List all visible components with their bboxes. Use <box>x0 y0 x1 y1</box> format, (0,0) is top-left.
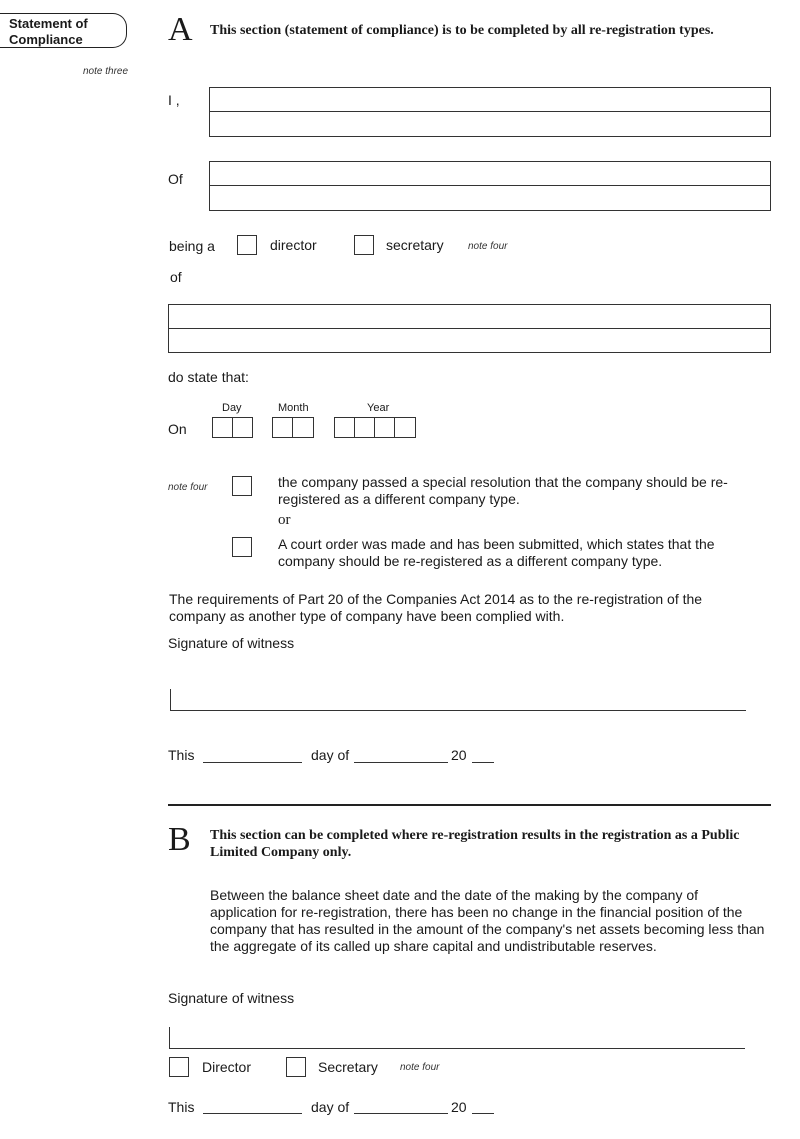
secretary-checkbox-b[interactable] <box>286 1057 306 1077</box>
court-order-text: A court order was made and has been submitted, which states that the company should be re-registered as a different company type. <box>278 536 715 569</box>
special-resolution-checkbox[interactable] <box>232 476 252 496</box>
month-label: Month <box>278 402 309 414</box>
company-field-line-2[interactable] <box>169 329 770 353</box>
name-field[interactable] <box>209 87 771 137</box>
director-checkbox-b[interactable] <box>169 1057 189 1077</box>
year-digit-3[interactable] <box>375 418 395 437</box>
year-label: Year <box>367 402 390 414</box>
i-label: I , <box>168 92 180 108</box>
this-label-b: This <box>168 1099 195 1115</box>
company-field[interactable] <box>168 304 771 353</box>
special-resolution-text: the company passed a special resolution that the company should be re-registered as a different company type. <box>278 474 728 507</box>
signature-witness-line-b[interactable] <box>169 1027 745 1049</box>
year-digit-4[interactable] <box>395 418 415 437</box>
day-of-blank-b[interactable] <box>354 1113 448 1114</box>
secretary-label-b: Secretary <box>318 1059 378 1075</box>
address-field-line-2[interactable] <box>210 186 770 210</box>
note-four-options: note four <box>168 482 208 493</box>
director-checkbox[interactable] <box>237 235 257 255</box>
this-blank-a[interactable] <box>203 762 302 763</box>
section-divider <box>168 804 771 806</box>
signature-witness-label-b: Signature of witness <box>168 990 295 1006</box>
day-label: Day <box>222 402 242 414</box>
month-digit-2[interactable] <box>293 418 313 437</box>
address-field[interactable] <box>209 161 771 211</box>
section-a-letter: A <box>168 11 193 48</box>
year-input[interactable] <box>334 417 416 438</box>
month-input[interactable] <box>272 417 314 438</box>
year-blank-a[interactable] <box>472 762 494 763</box>
section-b-title: This section can be completed where re-registration results in the registration as a Public Limited Company only. <box>210 828 740 860</box>
do-state-label: do state that: <box>168 369 249 385</box>
section-tab: Statement of Compliance <box>0 13 127 48</box>
director-label-b: Director <box>202 1059 252 1075</box>
day-of-label-b: day of <box>311 1099 350 1115</box>
director-label: director <box>270 237 317 253</box>
note-four: note four <box>468 241 508 252</box>
day-input[interactable] <box>212 417 253 438</box>
note-four-b: note four <box>400 1062 440 1073</box>
note-three: note three <box>83 66 129 77</box>
of-label: Of <box>168 171 183 187</box>
this-label-a: This <box>168 747 195 763</box>
section-b-letter: B <box>168 821 191 858</box>
day-of-blank-a[interactable] <box>354 762 448 763</box>
secretary-checkbox[interactable] <box>354 235 374 255</box>
requirements-text: The requirements of Part 20 of the Companies Act 2014 as to the re-registration of the company as another type of company have been complied with. <box>169 591 703 624</box>
section-a-title: This section (statement of compliance) is to be completed by all re-registration types. <box>210 23 714 38</box>
twenty-label-a: 20 <box>451 747 467 763</box>
on-label: On <box>168 421 187 437</box>
signature-witness-label-a: Signature of witness <box>168 635 295 651</box>
secretary-label: secretary <box>386 237 444 253</box>
name-field-line-2[interactable] <box>210 112 770 136</box>
or-label: or <box>278 512 291 528</box>
company-field-line-1[interactable] <box>169 305 770 329</box>
day-digit-1[interactable] <box>213 418 233 437</box>
year-digit-2[interactable] <box>355 418 375 437</box>
year-blank-b[interactable] <box>472 1113 494 1114</box>
of-company-label: of <box>170 269 182 285</box>
being-a-label: being a <box>169 238 215 254</box>
month-digit-1[interactable] <box>273 418 293 437</box>
court-order-checkbox[interactable] <box>232 537 252 557</box>
signature-witness-line-a[interactable] <box>170 689 746 711</box>
day-digit-2[interactable] <box>233 418 252 437</box>
twenty-label-b: 20 <box>451 1099 467 1115</box>
year-digit-1[interactable] <box>335 418 355 437</box>
address-field-line-1[interactable] <box>210 162 770 186</box>
this-blank-b[interactable] <box>203 1113 302 1114</box>
day-of-label-a: day of <box>311 747 350 763</box>
section-b-body: Between the balance sheet date and the date of the making by the company of application for re-registration, there has been no change in the financial position of the company that has resulted in the amount of the company's net assets becoming less than the aggregate of its called up share capital and undistributable reserves. <box>210 887 765 954</box>
name-field-line-1[interactable] <box>210 88 770 112</box>
